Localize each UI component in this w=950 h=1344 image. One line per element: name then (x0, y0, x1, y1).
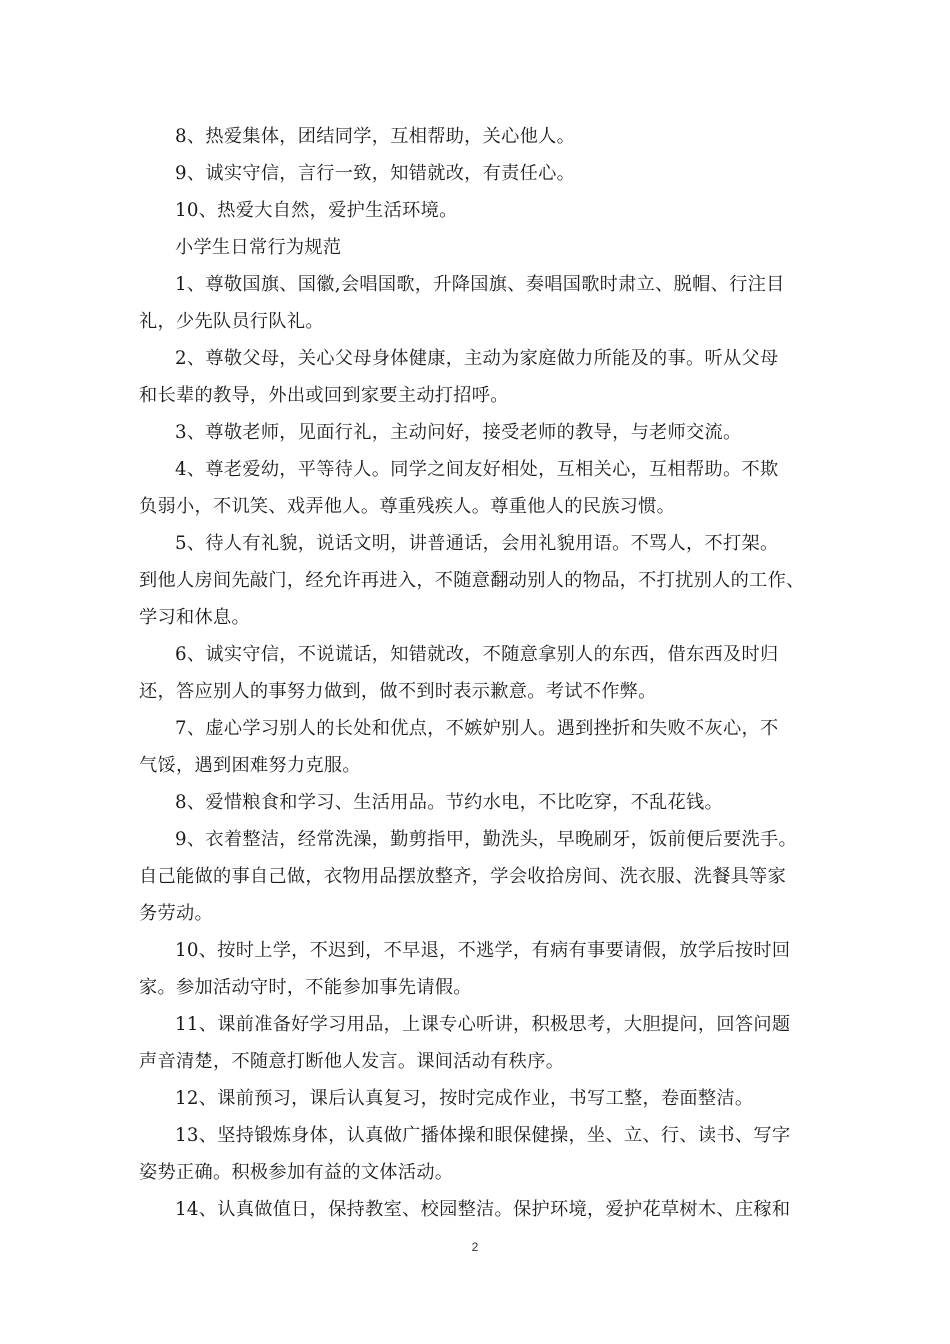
text-line: 5、待人有礼貌，说话文明，讲普通话，会用礼貌用语。不骂人，不打架。 (175, 533, 779, 554)
text-line: 务劳动。 (139, 903, 213, 924)
text-line: 小学生日常行为规范 (175, 237, 342, 258)
text-line: 8、热爱集体，团结同学，互相帮助，关心他人。 (175, 126, 576, 147)
text-line: 学习和休息。 (139, 607, 250, 628)
text-line: 9、诚实守信，言行一致，知错就改，有责任心。 (175, 163, 576, 184)
text-line: 2、尊敬父母，关心父母身体健康，主动为家庭做力所能及的事。听从父母 (175, 348, 779, 369)
text-line: 自己能做的事自己做，衣物用品摆放整齐，学会收拾房间、洗衣服、洗餐具等家 (139, 866, 787, 887)
text-line: 8、爱惜粮食和学习、生活用品。节约水电，不比吃穿，不乱花钱。 (175, 792, 724, 813)
text-line: 到他人房间先敲门，经允许再进入，不随意翻动别人的物品，不打扰别人的工作、 (139, 570, 805, 591)
text-line: 还，答应别人的事努力做到，做不到时表示歉意。考试不作弊。 (139, 681, 657, 702)
text-line: 14、认真做值日，保持教室、校园整洁。保护环境，爱护花草树木、庄稼和 (175, 1199, 791, 1220)
text-line: 姿势正确。积极参加有益的文体活动。 (139, 1162, 454, 1183)
text-line: 礼，少先队员行队礼。 (139, 311, 324, 332)
document-body (139, 118, 814, 1228)
text-line: 6、诚实守信，不说谎话，知错就改，不随意拿别人的东西，借东西及时归 (175, 644, 779, 665)
text-line: 12、课前预习，课后认真复习，按时完成作业，书写工整，卷面整洁。 (175, 1088, 754, 1109)
text-line: 1、尊敬国旗、国徽,会唱国歌，升降国旗、奏唱国歌时肃立、脱帽、行注目 (175, 274, 785, 295)
text-line: 负弱小，不讥笑、戏弄他人。尊重残疾人。尊重他人的民族习惯。 (139, 496, 676, 517)
text-line: 10、热爱大自然，爱护生活环境。 (175, 200, 458, 221)
text-line: 家。参加活动守时，不能参加事先请假。 (139, 977, 472, 998)
text-line: 11、课前准备好学习用品，上课专心听讲，积极思考，大胆提问，回答问题 (175, 1014, 791, 1035)
text-line: 10、按时上学，不迟到，不早退，不逃学，有病有事要请假，放学后按时回 (175, 940, 791, 961)
page-number: 2 (471, 1240, 479, 1254)
text-line: 和长辈的教导，外出或回到家要主动打招呼。 (139, 385, 509, 406)
text-line: 3、尊敬老师，见面行礼，主动问好，接受老师的教导，与老师交流。 (175, 422, 742, 443)
text-line: 7、虚心学习别人的长处和优点，不嫉妒别人。遇到挫折和失败不灰心，不 (175, 718, 779, 739)
text-line: 4、尊老爱幼，平等待人。同学之间友好相处，互相关心，互相帮助。不欺 (175, 459, 779, 480)
text-line: 气馁，遇到困难努力克服。 (139, 755, 361, 776)
text-line: 9、衣着整洁，经常洗澡，勤剪指甲，勤洗头，早晚刷牙，饭前便后要洗手。 (175, 829, 797, 850)
text-line: 13、坚持锻炼身体，认真做广播体操和眼保健操，坐、立、行、读书、写字 (175, 1125, 791, 1146)
text-line: 声音清楚，不随意打断他人发言。课间活动有秩序。 (139, 1051, 565, 1072)
